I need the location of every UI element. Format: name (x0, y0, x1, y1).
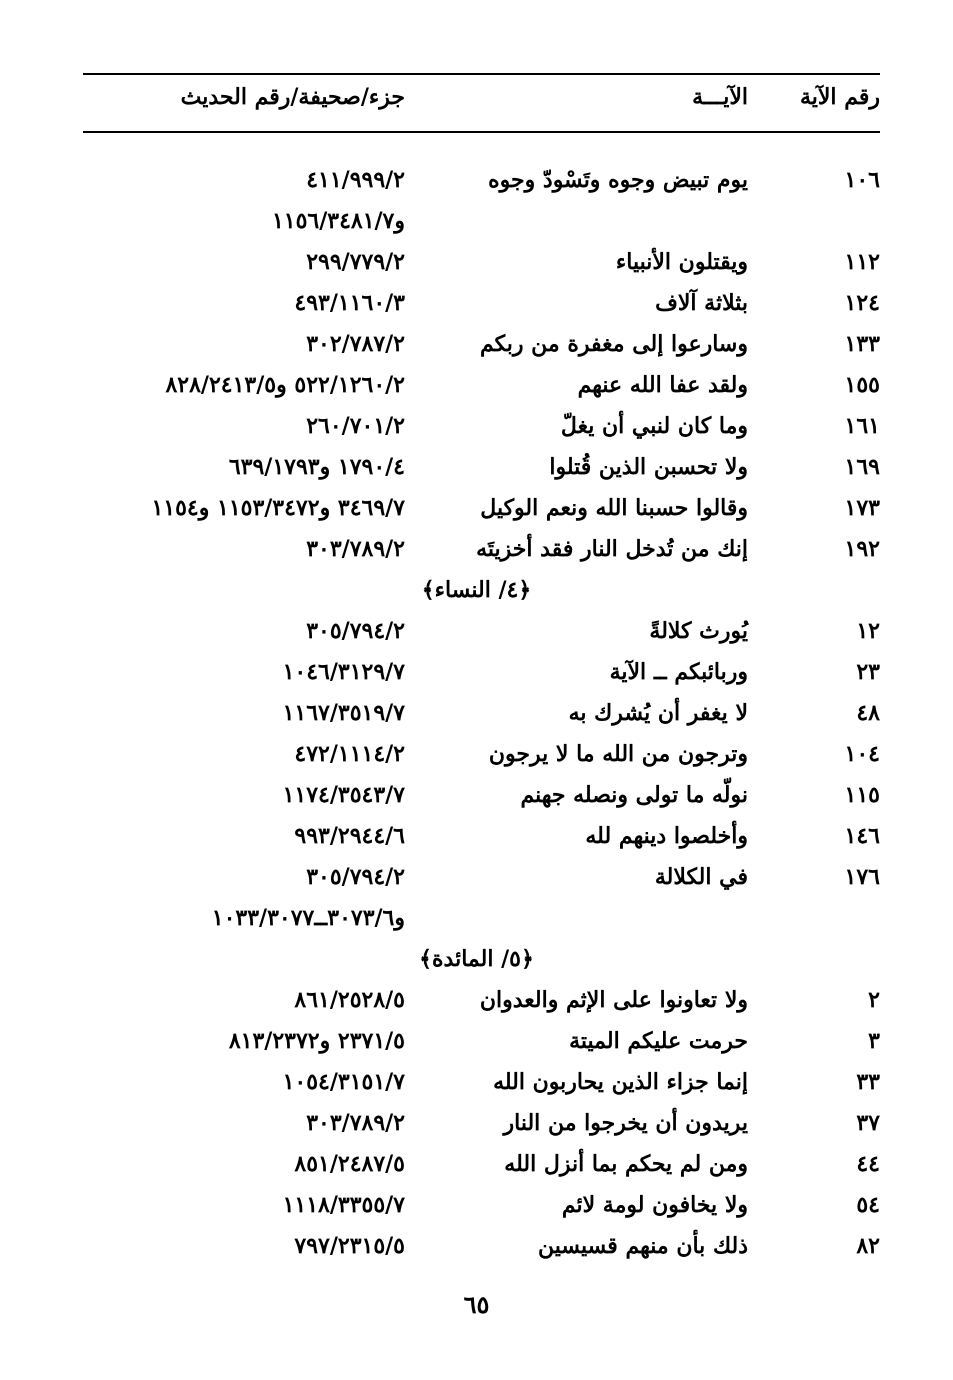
verse-number-cell: ١٧٣ (844, 495, 880, 521)
verse-text-cell: يوم تبيض وجوه وتَسْودّ وجوه (488, 167, 748, 193)
index-row (0, 1062, 953, 1103)
verse-number-cell: ١٦٩ (844, 454, 880, 480)
surah-heading-title: ﴿٤/ النساء﴾ (421, 577, 532, 603)
index-row (0, 1144, 953, 1185)
verse-number-cell: ١٥٥ (844, 372, 880, 398)
page-number: ٦٥ (463, 1290, 490, 1319)
index-row (0, 652, 953, 693)
hadith-reference-cell: ١٠٥٤/٣١٥١/٧ (282, 1069, 405, 1095)
surah-heading (0, 570, 953, 611)
index-row (0, 365, 953, 406)
index-row (0, 242, 953, 283)
verse-text-cell: ويقتلون الأنبياء (615, 249, 748, 275)
index-row (0, 201, 953, 242)
index-row (0, 488, 953, 529)
header-reference: جزء/صحيفة/رقم الحديث (180, 84, 405, 110)
verse-number-cell: ١٤٦ (844, 823, 880, 849)
verse-number-cell: ١٣٣ (844, 331, 880, 357)
verse-text-cell: وربائبكم ــ الآية (609, 659, 748, 685)
verse-number-cell: ١٦١ (844, 413, 880, 439)
hadith-reference-cell: و٣٠٧٣/٦ــ١٠٣٣/٣٠٧٧ (211, 905, 405, 931)
surah-heading (0, 939, 953, 980)
header-top-rule (83, 73, 880, 75)
verse-number-cell: ٣٣ (856, 1069, 880, 1095)
verse-text-cell: نولّه ما تولى ونصله جهنم (520, 782, 748, 808)
verse-number-cell: ٨٢ (856, 1233, 880, 1259)
hadith-reference-cell: ٢٦٠/٧٠١/٢ (306, 413, 405, 439)
hadith-reference-cell: ١١٧٤/٣٥٤٣/٧ (282, 782, 405, 808)
verse-text-cell: لا يغفر أن يُشرك به (568, 700, 748, 726)
verse-text-cell: ومن لم يحكم بما أنزل الله (504, 1151, 748, 1177)
verse-text-cell: وما كان لنبي أن يغلّ (560, 413, 748, 439)
hadith-reference-cell: ٨٥١/٢٤٨٧/٥ (294, 1151, 405, 1177)
index-row (0, 160, 953, 201)
hadith-reference-cell: ١١١٨/٣٣٥٥/٧ (282, 1192, 405, 1218)
verse-text-cell: في الكلالة (654, 864, 748, 890)
index-row (0, 529, 953, 570)
index-row (0, 816, 953, 857)
hadith-reference-cell: و١١٥٦/٣٤٨١/٧ (271, 208, 405, 234)
verse-number-cell: ٣٧ (856, 1110, 880, 1136)
hadith-reference-cell: ٢٩٩/٧٧٩/٢ (306, 249, 405, 275)
index-row (0, 775, 953, 816)
verse-text-cell: وأخلصوا دينهم لله (585, 823, 748, 849)
verse-number-cell: ٢٣ (856, 659, 880, 685)
hadith-reference-cell: ٣٠٣/٧٨٩/٢ (306, 1110, 405, 1136)
header-bottom-rule (83, 131, 880, 133)
verse-number-cell: ٢ (868, 987, 880, 1013)
verse-number-cell: ١٠٦ (844, 167, 880, 193)
index-row (0, 1226, 953, 1267)
hadith-reference-cell: ٢٣٧١/٥ و٨١٣/٢٣٧٢ (228, 1028, 405, 1054)
index-row (0, 857, 953, 898)
hadith-reference-cell: ٥٢٢/١٢٦٠/٢ و٨٢٨/٢٤١٣/٥ (165, 372, 405, 398)
verse-text-cell: وسارعوا إلى مغفرة من ربكم (479, 331, 748, 357)
verse-number-cell: ٣ (868, 1028, 880, 1054)
verse-text-cell: ولقد عفا الله عنهم (577, 372, 748, 398)
index-row (0, 1185, 953, 1226)
hadith-reference-cell: ٣٤٦٩/٧ و١١٥٣/٣٤٧٢ و١١٥٤ (151, 495, 405, 521)
index-row (0, 1103, 953, 1144)
verse-text-cell: حرمت عليكم الميتة (569, 1028, 748, 1054)
hadith-reference-cell: ٩٩٣/٢٩٤٤/٦ (294, 823, 405, 849)
verse-number-cell: ٤٨ (856, 700, 880, 726)
verse-number-cell: ١٠٤ (844, 741, 880, 767)
header-verse: الآيـــة (692, 84, 748, 110)
verse-number-cell: ١١٢ (844, 249, 880, 275)
index-row (0, 324, 953, 365)
verse-text-cell: ذلك بأن منهم قسيسين (538, 1233, 748, 1259)
index-row (0, 693, 953, 734)
verse-text-cell: ولا تعاونوا على الإثم والعدوان (479, 987, 748, 1013)
verse-text-cell: ولا يخافون لومة لائم (561, 1192, 748, 1218)
hadith-reference-cell: ١٠٤٦/٣١٢٩/٧ (282, 659, 405, 685)
hadith-reference-cell: ١٧٩٠/٤ و٦٣٩/١٧٩٣ (228, 454, 405, 480)
verse-text-cell: بثلاثة آلاف (655, 290, 748, 316)
index-row (0, 898, 953, 939)
verse-text-cell: وقالوا حسبنا الله ونعم الوكيل (480, 495, 748, 521)
verse-number-cell: ٤٤ (856, 1151, 880, 1177)
hadith-reference-cell: ٤١١/٩٩٩/٢ (306, 167, 405, 193)
verse-text-cell: يُورث كلالةً (649, 618, 748, 644)
verse-text-cell: إنما جزاء الذين يحاربون الله (493, 1069, 748, 1095)
index-row (0, 283, 953, 324)
index-row (0, 980, 953, 1021)
hadith-reference-cell: ٤٩٣/١١٦٠/٣ (294, 290, 405, 316)
index-row (0, 611, 953, 652)
verse-number-cell: ١٧٦ (844, 864, 880, 890)
table-header (0, 84, 953, 120)
verse-text-cell: يريدون أن يخرجوا من النار (503, 1110, 748, 1136)
verse-text-cell: وترجون من الله ما لا يرجون (488, 741, 748, 767)
hadith-reference-cell: ٣٠٢/٧٨٧/٢ (306, 331, 405, 357)
verse-text-cell: إنك من تُدخل النار فقد أخزيتَه (476, 536, 748, 562)
hadith-reference-cell: ٣٠٣/٧٨٩/٢ (306, 536, 405, 562)
verse-number-cell: ٥٤ (856, 1192, 880, 1218)
verse-number-cell: ١٢٤ (844, 290, 880, 316)
verse-number-cell: ١٩٢ (844, 536, 880, 562)
verse-number-cell: ١٢ (856, 618, 880, 644)
hadith-reference-cell: ٣٠٥/٧٩٤/٢ (306, 864, 405, 890)
surah-heading-title: ﴿٥/ المائدة﴾ (419, 946, 534, 972)
hadith-reference-cell: ٧٩٧/٢٣١٥/٥ (294, 1233, 405, 1259)
index-row (0, 734, 953, 775)
header-verse-number: رقم الآية (799, 84, 880, 110)
verse-text-cell: ولا تحسبن الذين قُتلوا (549, 454, 748, 480)
index-rows (0, 160, 953, 1267)
index-row (0, 1021, 953, 1062)
verse-number-cell: ١١٥ (844, 782, 880, 808)
hadith-reference-cell: ١١٦٧/٣٥١٩/٧ (282, 700, 405, 726)
hadith-reference-cell: ٤٧٢/١١١٤/٢ (294, 741, 405, 767)
index-row (0, 447, 953, 488)
hadith-reference-cell: ٣٠٥/٧٩٤/٢ (306, 618, 405, 644)
hadith-reference-cell: ٨٦١/٢٥٢٨/٥ (294, 987, 405, 1013)
index-row (0, 406, 953, 447)
